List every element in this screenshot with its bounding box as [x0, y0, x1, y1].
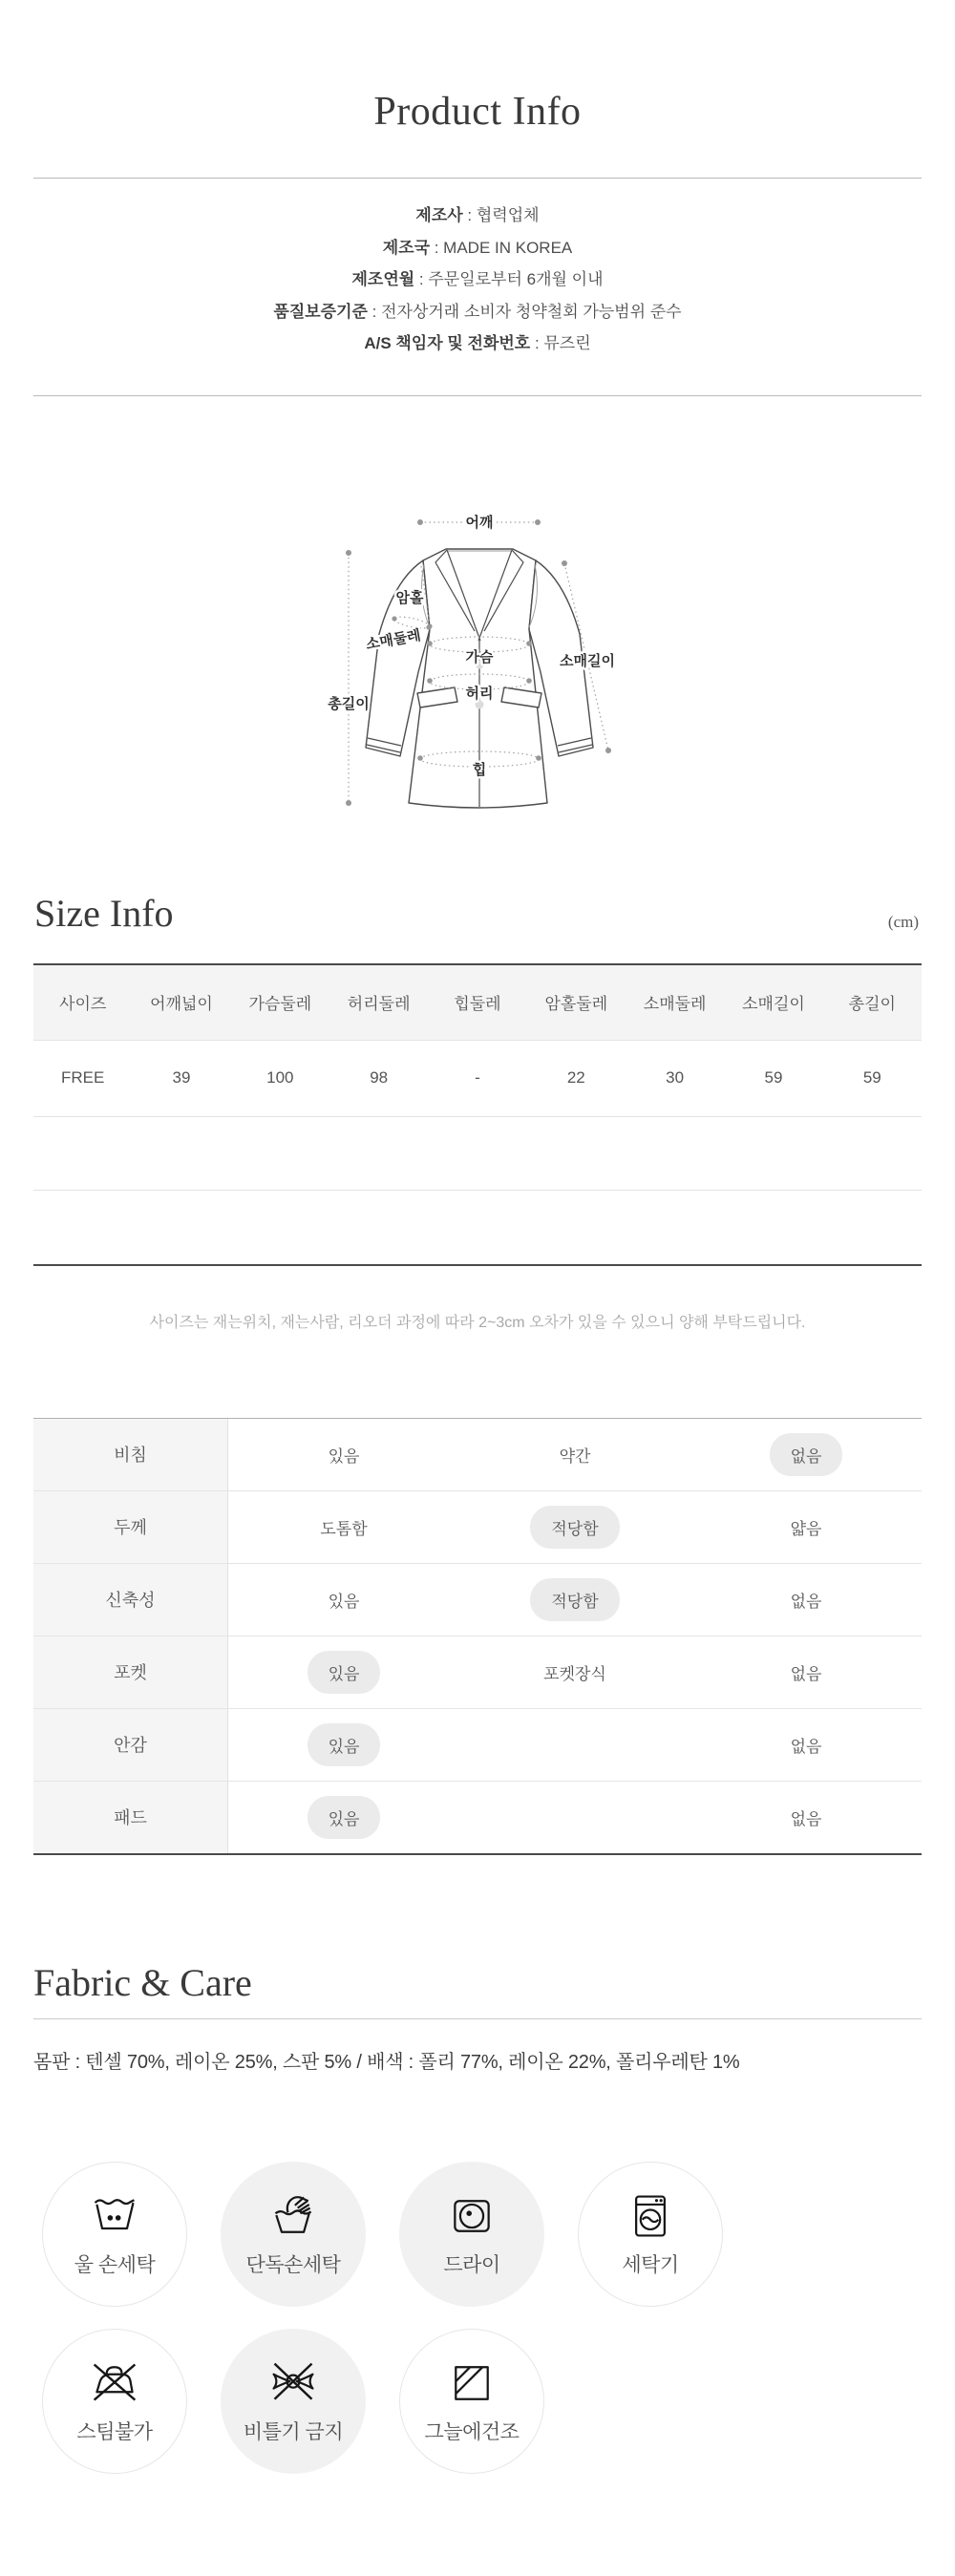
size-unit: (cm) — [887, 912, 919, 931]
care-label: 울 손세탁 — [74, 2253, 156, 2276]
info-row-as — [0, 327, 955, 360]
shoulder-label: 어깨 — [465, 514, 494, 531]
total-length-label: 총길이 — [328, 695, 370, 712]
property-option: 적당함 — [530, 1506, 619, 1549]
property-option: 있음 — [308, 1796, 381, 1839]
size-col-header: 총길이 — [848, 995, 896, 1013]
property-label: 비침 — [33, 1419, 228, 1490]
property-option — [554, 1735, 596, 1754]
wool-handwash-icon — [90, 2191, 139, 2241]
size-col-header: 허리둘레 — [347, 995, 411, 1013]
size-col-header: 힙둘레 — [454, 995, 501, 1013]
size-info-title: Size Info — [34, 891, 174, 935]
size-value: - — [475, 1068, 480, 1087]
bottom-spacer — [0, 2474, 955, 2576]
divider — [33, 2018, 922, 2019]
armhole-label: 암홀 — [395, 589, 424, 606]
shade-dry-icon — [447, 2358, 497, 2408]
size-value: 98 — [370, 1068, 389, 1087]
care-icons-row — [42, 2162, 955, 2307]
info-row-manufacturer — [0, 200, 955, 232]
manufacturer-info-list — [0, 200, 955, 360]
property-option: 없음 — [790, 1664, 822, 1683]
size-value: 59 — [862, 1068, 881, 1087]
size-value: 30 — [666, 1068, 685, 1087]
info-label: 제조사 — [415, 206, 463, 224]
property-option: 있음 — [308, 1651, 381, 1694]
info-value: : 뮤즈린 — [530, 334, 591, 352]
size-col-header: 어깨넓이 — [150, 995, 213, 1013]
property-row-thickness — [33, 1490, 922, 1563]
size-table-empty-row — [33, 1116, 922, 1190]
size-value: 39 — [172, 1068, 191, 1087]
sleeve-length-label: 소매길이 — [560, 652, 615, 669]
property-row-pocket — [33, 1636, 922, 1708]
care-label: 비틀기 금지 — [243, 2420, 344, 2443]
size-col-header: 가슴둘레 — [248, 995, 312, 1013]
info-row-warranty — [0, 296, 955, 328]
size-note: 사이즈는 재는위치, 재는사람, 리오더 과정에 따라 2~3cm 오차가 있을 수 있으니 양해 부탁드립니다. — [149, 1314, 806, 1331]
properties-table — [33, 1418, 922, 1855]
info-value: : MADE IN KOREA — [430, 238, 573, 257]
size-value: FREE — [60, 1068, 105, 1087]
property-option: 없음 — [790, 1592, 822, 1611]
property-option: 얇음 — [790, 1519, 822, 1538]
care-label: 스팀불가 — [76, 2420, 153, 2443]
sleeve-circumference-label: 소매둘레 — [364, 626, 422, 653]
property-option: 도톰함 — [320, 1519, 368, 1538]
property-row-elasticity — [33, 1563, 922, 1636]
size-table — [33, 963, 922, 1266]
care-label: 단독손세탁 — [245, 2253, 341, 2276]
property-option: 있음 — [328, 1592, 360, 1611]
size-table-header-row — [33, 965, 922, 1040]
no-steam-icon — [90, 2358, 139, 2408]
property-label: 안감 — [33, 1709, 228, 1781]
fabric-care-title: Fabric & Care — [33, 1960, 252, 2004]
size-value: 59 — [764, 1068, 783, 1087]
info-value: : 전자상거래 소비자 청약철회 가능범위 준수 — [367, 302, 682, 321]
divider — [33, 178, 922, 179]
care-icons-row — [42, 2329, 955, 2474]
separate-handwash-icon — [268, 2191, 318, 2241]
property-option: 약간 — [559, 1446, 591, 1466]
size-col-header: 암홀둘레 — [544, 995, 608, 1013]
chest-label: 가슴 — [465, 648, 494, 665]
care-label: 세탁기 — [622, 2253, 679, 2276]
care-label: 그늘에건조 — [424, 2420, 520, 2443]
property-option: 포켓장식 — [543, 1664, 606, 1683]
dry-clean-icon — [447, 2191, 497, 2241]
info-row-country — [0, 232, 955, 264]
property-option: 없음 — [790, 1737, 822, 1756]
property-option: 없음 — [770, 1433, 843, 1476]
property-option: 없음 — [790, 1809, 822, 1828]
property-label: 두께 — [33, 1491, 228, 1563]
size-col-header: 소매길이 — [742, 995, 805, 1013]
no-wring-icon — [268, 2358, 318, 2408]
property-option — [554, 1807, 596, 1826]
care-icons — [42, 2162, 955, 2474]
washing-machine-icon — [626, 2191, 675, 2241]
size-table-empty-row — [33, 1190, 922, 1264]
property-row-pad — [33, 1781, 922, 1853]
care-label: 드라이 — [443, 2253, 500, 2276]
info-label: A/S 책임자 및 전화번호 — [364, 334, 531, 352]
waist-label: 허리 — [465, 685, 494, 702]
product-info-title: Product Info — [373, 90, 582, 134]
property-row-sheerness — [33, 1419, 922, 1490]
size-info-header — [34, 891, 919, 937]
fabric-composition: 몸판 : 텐셀 70%, 레이온 25%, 스판 5% / 배색 : 폴리 77%, 레이온 22%, 폴리우레탄 1% — [33, 2051, 740, 2073]
care-item-wool-handwash — [42, 2162, 187, 2307]
property-row-lining — [33, 1708, 922, 1781]
size-col-header: 사이즈 — [59, 995, 107, 1013]
property-label: 패드 — [33, 1782, 228, 1853]
size-value: 22 — [566, 1068, 585, 1087]
care-item-shade-dry — [399, 2329, 544, 2474]
property-option: 적당함 — [530, 1578, 619, 1621]
size-col-header: 소매둘레 — [643, 995, 707, 1013]
care-item-no-steam — [42, 2329, 187, 2474]
info-value: : 주문일로부터 6개월 이내 — [414, 270, 604, 288]
property-label: 포켓 — [33, 1636, 228, 1708]
size-value: 100 — [266, 1068, 294, 1087]
info-value: : 협력업체 — [462, 206, 540, 224]
property-option: 있음 — [308, 1723, 381, 1766]
info-label: 제조국 — [382, 238, 431, 257]
jacket-diagram-image — [310, 476, 645, 858]
size-table-row-free — [33, 1040, 922, 1116]
property-option: 있음 — [328, 1446, 360, 1466]
care-item-separate-handwash — [221, 2162, 366, 2307]
measurement-diagram — [0, 476, 955, 858]
care-item-washing-machine — [578, 2162, 723, 2307]
info-row-date — [0, 264, 955, 296]
info-label: 품질보증기준 — [273, 302, 368, 321]
care-item-no-wring — [221, 2329, 366, 2474]
info-label: 제조연월 — [351, 270, 415, 288]
hip-label: 힙 — [472, 761, 487, 778]
property-label: 신축성 — [33, 1564, 228, 1636]
divider — [33, 395, 922, 396]
care-item-dry-clean — [399, 2162, 544, 2307]
